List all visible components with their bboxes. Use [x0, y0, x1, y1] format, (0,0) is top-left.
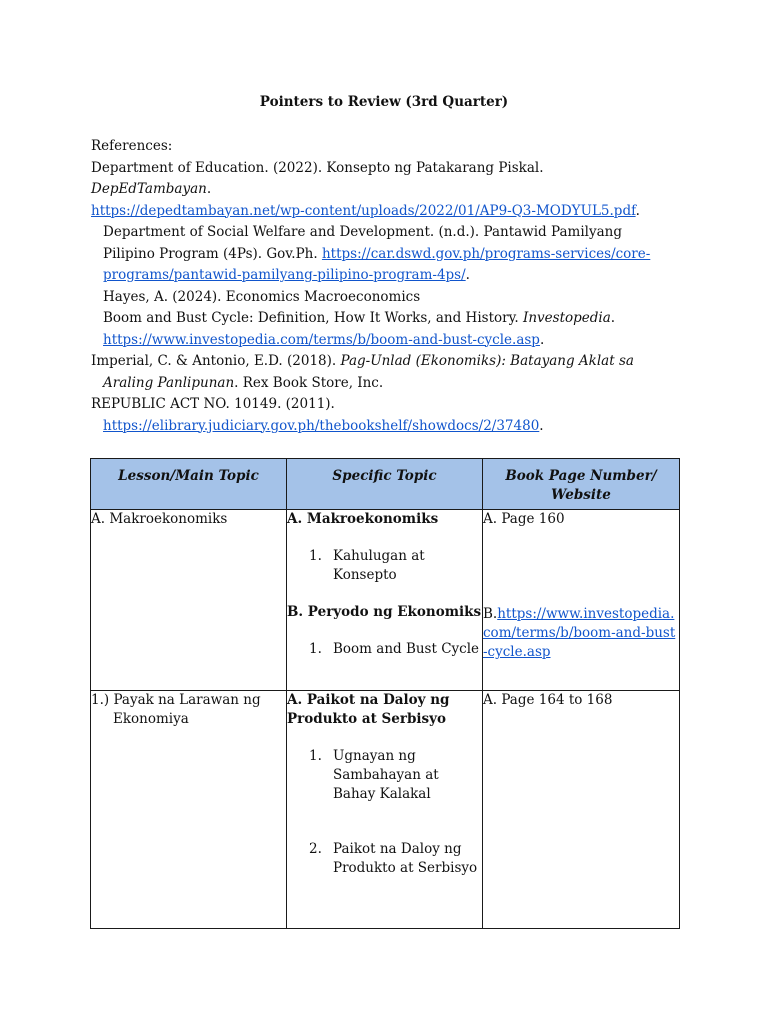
reference-link[interactable]: https://elibrary.judiciary.gov.ph/thebookshelf/showdocs/2/37480: [103, 417, 540, 434]
reference-dswd: Department of Social Welfare and Development. (n.d.). Pantawid Pamilyang Pilipino Program (4Ps). Gov.Ph. https://car.dswd.gov.ph/programs-services/core- programs/pantawid-pamilyang-pilipino-program-4ps/.: [103, 224, 651, 283]
investopedia-link[interactable]: https://www.investopedia.com/terms/b/boom-and-bust-cycle.asp: [483, 606, 676, 660]
topic-heading: A. Paikot na Daloy ng Produkto at Serbisyo: [287, 692, 450, 727]
topic-heading: B. Peryodo ng Ekonomiks: [287, 604, 482, 620]
book-page-a: A. Page 160: [483, 511, 565, 527]
reference-link-continued[interactable]: programs/pantawid-pamilyang-pilipino-program-4ps/: [103, 267, 466, 283]
lesson-cell: A. Makroekonomiks: [91, 510, 287, 691]
specific-topic-cell: [287, 691, 483, 929]
reference-source: Investopedia: [523, 310, 611, 326]
topics-table: [90, 458, 680, 929]
book-page-a: A. Page 164 to 168: [483, 692, 613, 708]
topic-list: [287, 747, 482, 878]
lesson-cell: 1.) Payak na Larawan ng Ekonomiya: [91, 691, 287, 929]
book-page-cell: [483, 691, 680, 929]
references-label: References:: [91, 138, 173, 154]
reference-hayes: Hayes, A. (2024). Economics Macroeconomics Boom and Bust Cycle: Definition, How It Works, and History. Investopedia. https://www.investopedia.com/terms/b/boom-and-bust-cycle.asp.: [103, 288, 616, 348]
specific-topic-cell: [287, 510, 483, 691]
reference-imperial: Imperial, C. & Antonio, E.D. (2018). Pag-Unlad (Ekonomiks): Batayang Aklat sa Araling Panlipunan. Rex Book Store, Inc.: [91, 353, 634, 391]
reference-republic-act: REPUBLIC ACT NO. 10149. (2011). https://elibrary.judiciary.gov.ph/thebookshelf/showdocs/2/37480.: [91, 396, 544, 434]
list-item: 1. Boom and Bust Cycle: [309, 641, 480, 657]
header-lesson: Lesson/Main Topic: [91, 459, 287, 510]
table-row: [91, 691, 680, 929]
book-page-cell: [483, 510, 680, 691]
topic-heading: A. Makroekonomiks: [287, 511, 439, 527]
header-specific-topic: Specific Topic: [287, 459, 483, 510]
references-section: [91, 136, 691, 437]
page-title: Pointers to Review (3rd Quarter): [259, 94, 509, 110]
reference-source: DepEdTambayan: [91, 181, 207, 197]
reference-deped: Department of Education. (2022). Konsepto ng Patakarang Piskal. DepEdTambayan. https://depedtambayan.net/wp-content/uploads/2022/01/AP9-Q3-MODYUL5.pdf.: [91, 159, 640, 219]
reference-link[interactable]: https://car.dswd.gov.ph/programs-services/core-: [321, 245, 651, 262]
topic-list: [287, 640, 482, 659]
table-header-row: [91, 459, 680, 510]
list-item: 2. Paikot na Daloy ng Produkto at Serbisyo: [309, 841, 478, 876]
reference-link[interactable]: https://www.investopedia.com/terms/b/boom-and-bust-cycle.asp: [103, 331, 540, 348]
list-item: 1. Ugnayan ng Sambahayan at Bahay Kalakal: [309, 748, 439, 802]
list-item: 1. Kahulugan at Konsepto: [309, 548, 425, 583]
table-row: [91, 510, 680, 691]
header-book-page: Book Page Number/ Website: [483, 459, 680, 510]
book-page-b: B.https://www.investopedia.com/terms/b/boom-and-bust-cycle.asp: [483, 606, 676, 660]
reference-link[interactable]: https://depedtambayan.net/wp-content/uploads/2022/01/AP9-Q3-MODYUL5.pdf: [91, 202, 636, 219]
topic-list: [287, 547, 482, 585]
